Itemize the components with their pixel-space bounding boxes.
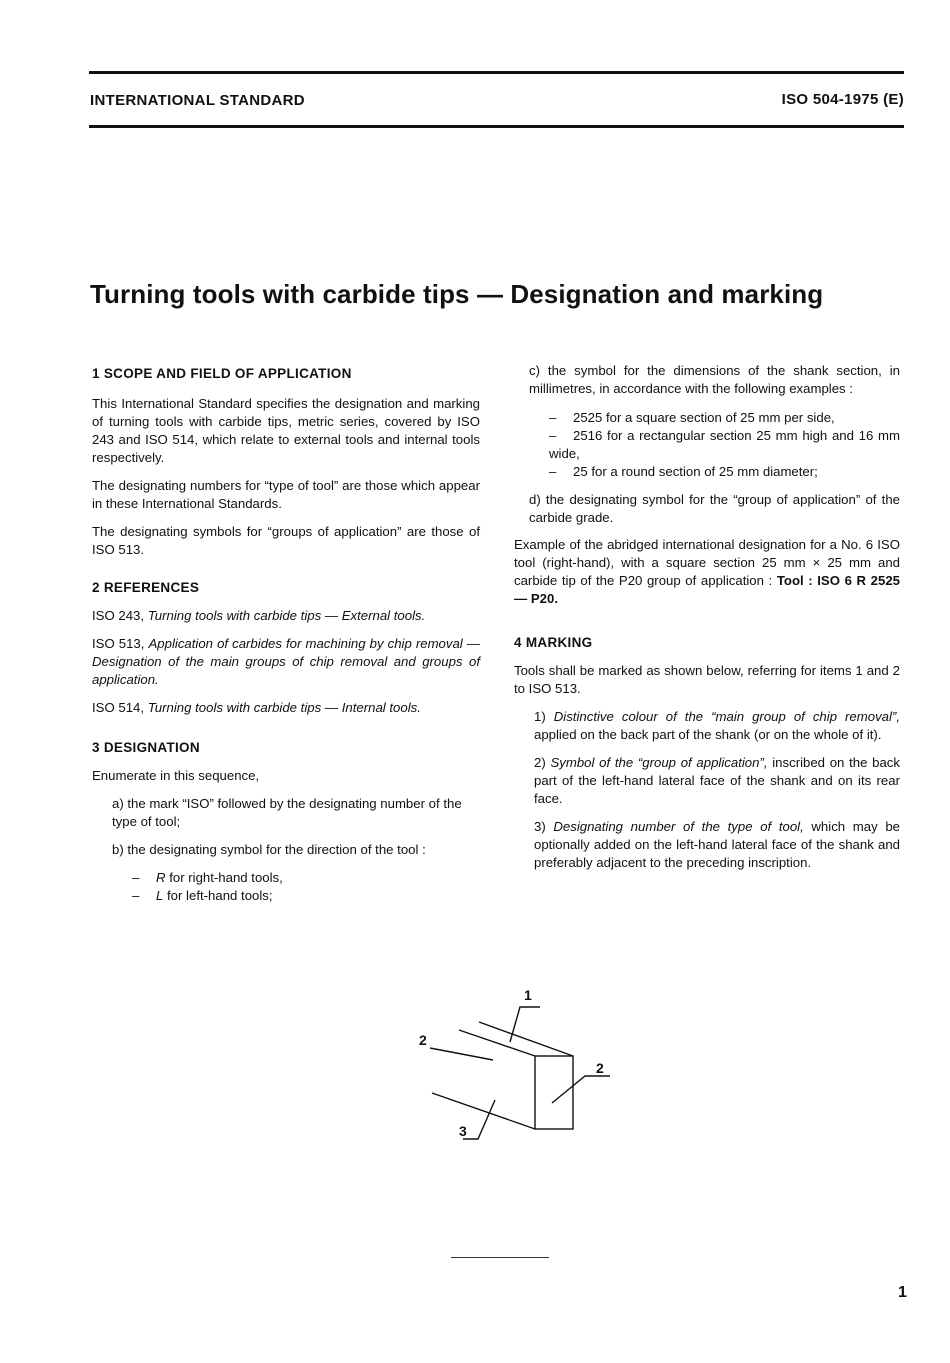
item-number: 3) <box>534 819 546 834</box>
reference-code: ISO 513, <box>92 636 145 651</box>
dash-marker: – <box>549 410 557 425</box>
item-text: applied on the back part of the shank (or on the whole of it). <box>534 727 882 742</box>
header-document-number: ISO 504-1975 (E) <box>781 91 904 108</box>
example-description: Example of the abridged international designation for a No. 6 ISO tool (right-hand), with a square section 25 mm × 25 mm and carbide tip of the P20 group of application : <box>514 537 900 588</box>
example-text: 2525 for a square section of 25 mm per side, <box>573 410 835 425</box>
section-3-intro: Enumerate in this sequence, <box>92 768 260 783</box>
figure-label-1: 1 <box>524 987 532 1003</box>
item-text: which may be optionally added on the left-hand lateral face of the shank and preferably adjacent to the preceding inscription. <box>534 819 900 870</box>
shank-example-25 <box>514 463 900 481</box>
reference-iso-513 <box>92 635 480 689</box>
item-text: inscribed on the back part of the left-hand lateral face of the shank and on its rear face. <box>534 755 900 806</box>
shank-example-2525 <box>514 409 900 427</box>
reference-title: Application of carbides for machining by chip removal — Designation of the main groups of chip removal and groups of application. <box>92 636 480 687</box>
example-designation-code: Tool : ISO 6 R 2525 — P20. <box>514 573 900 606</box>
designation-example <box>514 536 900 608</box>
designation-item-c: c) the symbol for the dimensions of the shank section, in millimetres, in accordance with the following examples : <box>529 363 900 396</box>
section-2-heading: 2 REFERENCES <box>92 580 200 595</box>
direction-letter: L <box>156 888 164 903</box>
reference-code: ISO 243, <box>92 608 145 623</box>
marking-item-2 <box>514 754 900 808</box>
section-1-heading: 1 SCOPE AND FIELD OF APPLICATION <box>92 366 352 381</box>
direction-right-hand <box>92 869 480 887</box>
figure-label-2-right: 2 <box>596 1060 604 1076</box>
item-italic-text: Symbol of the “group of application”, <box>550 755 768 770</box>
document-title: Turning tools with carbide tips — Designation and marking <box>90 279 824 309</box>
reference-iso-243 <box>92 607 480 625</box>
example-text: 25 for a round section of 25 mm diameter; <box>573 464 818 479</box>
item-italic-text: Designating number of the type of tool, <box>553 819 804 834</box>
direction-letter: R <box>156 870 166 885</box>
dash-marker: – <box>549 428 557 443</box>
reference-code: ISO 514, <box>92 700 145 715</box>
designation-item-a: a) the mark “ISO” followed by the designating number of the type of tool; <box>112 796 462 829</box>
dash-marker: – <box>132 888 140 903</box>
section-3-heading: 3 DESIGNATION <box>92 740 200 755</box>
section-1-paragraph-2: The designating numbers for “type of tool” are those which appear in these International Standards. <box>92 478 480 511</box>
header-standard-label: INTERNATIONAL STANDARD <box>90 92 305 109</box>
designation-item-b: b) the designating symbol for the direction of the tool : <box>112 842 426 857</box>
marking-item-3 <box>514 818 900 872</box>
dash-marker: – <box>549 464 557 479</box>
page-number: 1 <box>898 1284 907 1301</box>
item-number: 1) <box>534 709 546 724</box>
shank-example-2516 <box>514 427 900 463</box>
leader-line-2-right <box>552 1076 610 1103</box>
leader-line-1 <box>510 1007 540 1042</box>
shank-edge-top-back <box>479 1022 573 1056</box>
direction-left-hand <box>92 887 480 905</box>
right-column <box>514 362 900 872</box>
item-italic-text: Distinctive colour of the “main group of chip removal”, <box>553 709 900 724</box>
direction-text: for right-hand tools, <box>165 870 283 885</box>
example-text: 2516 for a rectangular section 25 mm high and 16 mm wide, <box>549 428 900 461</box>
reference-title: Turning tools with carbide tips — External tools. <box>147 608 426 623</box>
left-column <box>92 365 480 905</box>
figure-label-2-left: 2 <box>419 1032 427 1048</box>
section-1-paragraph-1: This International Standard specifies the designation and marking of turning tools with carbide tips, metric series, covered by ISO 243 and ISO 514, which relate to external tools and internal tools respectively. <box>92 396 480 465</box>
section-4-intro: Tools shall be marked as shown below, referring for items 1 and 2 to ISO 513. <box>514 663 900 696</box>
shank-edge-top-front <box>459 1030 535 1056</box>
section-4-heading: 4 MARKING <box>514 635 593 650</box>
shank-edge-bottom <box>432 1093 535 1129</box>
header-top-rule <box>89 71 904 74</box>
footer-rule <box>451 1257 549 1258</box>
dash-marker: – <box>132 870 140 885</box>
reference-title: Turning tools with carbide tips — Internal tools. <box>147 700 421 715</box>
marking-item-1 <box>514 708 900 744</box>
header-bottom-rule <box>89 125 904 128</box>
reference-iso-514 <box>92 699 480 717</box>
section-1-paragraph-3: The designating symbols for “groups of application” are those of ISO 513. <box>92 524 480 557</box>
figure-label-3: 3 <box>459 1123 467 1139</box>
leader-line-2-left <box>430 1048 493 1060</box>
shank-front-face <box>535 1056 573 1129</box>
direction-text: for left-hand tools; <box>163 888 273 903</box>
item-number: 2) <box>534 755 546 770</box>
designation-item-d: d) the designating symbol for the “group of application” of the carbide grade. <box>529 492 900 525</box>
